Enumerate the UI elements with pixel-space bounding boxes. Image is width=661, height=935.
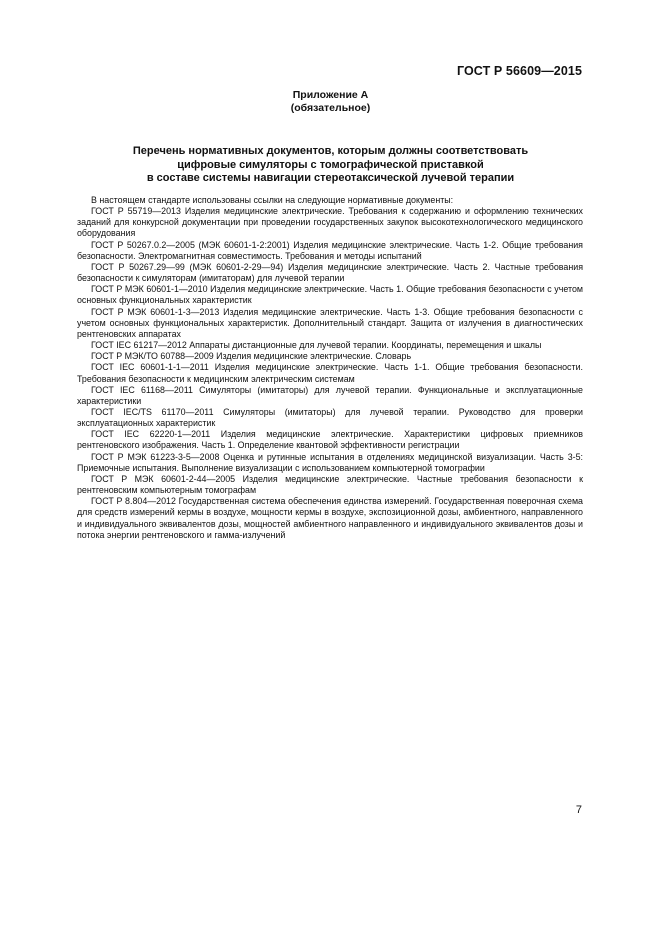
reference-item: ГОСТ Р МЭК 60601-1-3—2013 Изделия медицинские электрические. Часть 1-3. Общие требования безопасности с учетом основных функциональных характеристик. Дополнительный стандарт. Защита от излучения в диагностических рентгеновских аппаратах xyxy=(77,306,583,339)
reference-item: ГОСТ Р 55719—2013 Изделия медицинские электрические. Требования к содержанию и оформлению технических заданий для конкурсной документации при проведении государственных закупок высокотехнологического медицинского оборудования xyxy=(77,206,583,239)
reference-item: ГОСТ Р 8.804—2012 Государственная система обеспечения единства измерений. Государственная поверочная схема для средств измерений кермы в воздухе, мощности кермы в воздухе, экспозиционной дозы, амбиентного, направленного и индивидуального эквивалентов дозы, мощностей амбиентного направленного и индивидуального эквивалентов дозы и потока энергии рентгеновского и гамма-излучений xyxy=(77,496,583,540)
standard-code: ГОСТ Р 56609—2015 xyxy=(456,64,582,78)
title-line: Перечень нормативных документов, которым должны соответствовать xyxy=(132,145,529,157)
reference-item: ГОСТ IEC 60601-1-1—2011 Изделия медицинские электрические. Часть 1-1. Общие требования безопасности. Требования безопасности к медицинским электрическим системам xyxy=(77,362,583,384)
intro-paragraph: В настоящем стандарте использованы ссылки на следующие нормативные документы: xyxy=(91,195,454,205)
reference-item: ГОСТ Р МЭК 60601-2-44—2005 Изделия медицинские электрические. Частные требования безопасности к рентгеновским компьютерным томографам xyxy=(77,473,583,496)
reference-item: ГОСТ IEC 61217—2012 Аппараты дистанционные для лучевой терапии. Координаты, перемещения и шкалы xyxy=(91,340,542,351)
reference-item: ГОСТ IEC 61168—2011 Симуляторы (имитаторы) для лучевой терапии. Функциональные и эксплуатационные характеристики xyxy=(77,384,583,406)
references-list xyxy=(77,195,583,541)
appendix-heading xyxy=(0,89,661,115)
reference-item: ГОСТ IEC 62220-1—2011 Изделия медицинские электрические. Характеристики цифровых приемников рентгеновского изображения. Часть 1. Определение квантовой эффективности регистрации xyxy=(77,429,583,451)
reference-item: ГОСТ Р МЭК 61223-3-5—2008 Оценка и рутинные испытания в отделениях медицинской визуализации. Часть 3-5: Приемочные испытания. Выполнение визуализации с использованием компьютерной томографии xyxy=(77,451,583,473)
reference-item: ГОСТ IEC/TS 61170—2011 Симуляторы (имитаторы) для лучевой терапии. Руководство для проверки эксплуатационных характеристик xyxy=(77,406,583,429)
title-line: в составе системы навигации стереотаксической лучевой терапии xyxy=(146,172,515,184)
appendix-type: (обязательное) xyxy=(290,102,371,114)
document-title xyxy=(0,145,661,186)
title-line: цифровые симуляторы с томографической приставкой xyxy=(177,158,484,171)
reference-item: ГОСТ Р 50267.0.2—2005 (МЭК 60601-1-2:2001) Изделия медицинские электрические. Часть 1-2. Общие требования безопасности. Электромагнитная совместимость. Требования и методы испытаний xyxy=(77,239,583,261)
reference-item: ГОСТ Р МЭК 60601-1—2010 Изделия медицинские электрические. Часть 1. Общие требования безопасности с учетом основных функциональных характеристик xyxy=(77,284,583,306)
reference-item: ГОСТ Р 50267.29—99 (МЭК 60601-2-29—94) Изделия медицинские электрические. Часть 2. Частные требования безопасности к симуляторам (имитаторам) для лучевой терапии xyxy=(77,261,583,284)
appendix-label: Приложение А xyxy=(292,89,369,101)
page-number: 7 xyxy=(575,804,582,816)
reference-item: ГОСТ Р МЭК/ТО 60788—2009 Изделия медицинские электрические. Словарь xyxy=(91,351,412,362)
